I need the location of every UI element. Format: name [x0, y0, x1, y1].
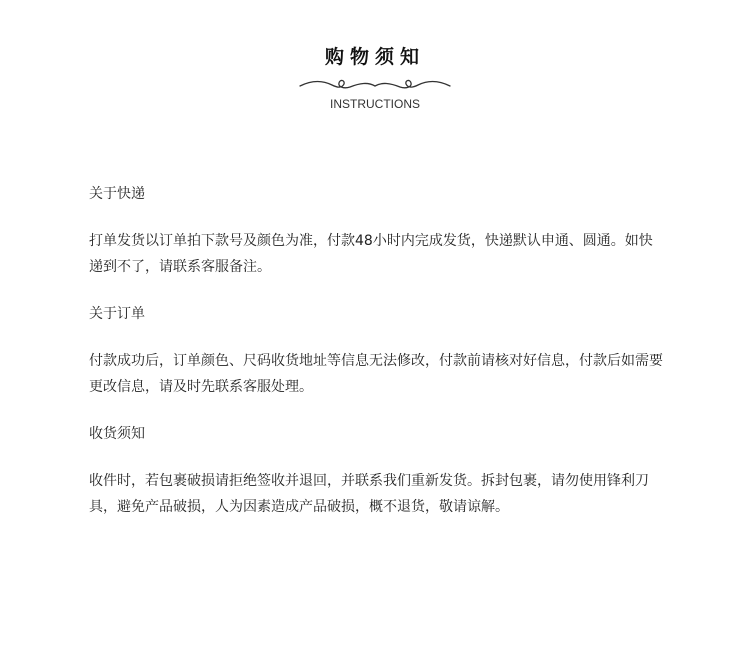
section-heading: 关于快递: [89, 186, 145, 202]
page-subtitle: INSTRUCTIONS: [330, 97, 420, 111]
section-body: 收件时，若包裹破损请拒绝签收并退回，并联系我们重新发货。拆封包裹，请勿使用锋利刀具，避免产品破损，人为因素造成产品破损，概不退货，敬请谅解。: [89, 473, 649, 515]
section-heading: 关于订单: [89, 306, 145, 322]
section-receiving: [89, 422, 664, 520]
instructions-content: [89, 182, 664, 542]
page-header: [0, 0, 750, 120]
section-body: 打单发货以订单拍下款号及颜色为准，付款48小时内完成发货，快递默认申通、圆通。如快递到不了，请联系客服备注。: [89, 233, 653, 275]
section-delivery: [89, 182, 664, 280]
section-body: 付款成功后，订单颜色、尺码收货地址等信息无法修改，付款前请核对好信息，付款后如需要更改信息，请及时先联系客服处理。: [89, 353, 663, 395]
section-order: [89, 302, 664, 400]
page-title: 购物须知: [324, 46, 425, 68]
swirl-divider-icon: [298, 74, 452, 96]
section-heading: 收货须知: [89, 426, 145, 442]
